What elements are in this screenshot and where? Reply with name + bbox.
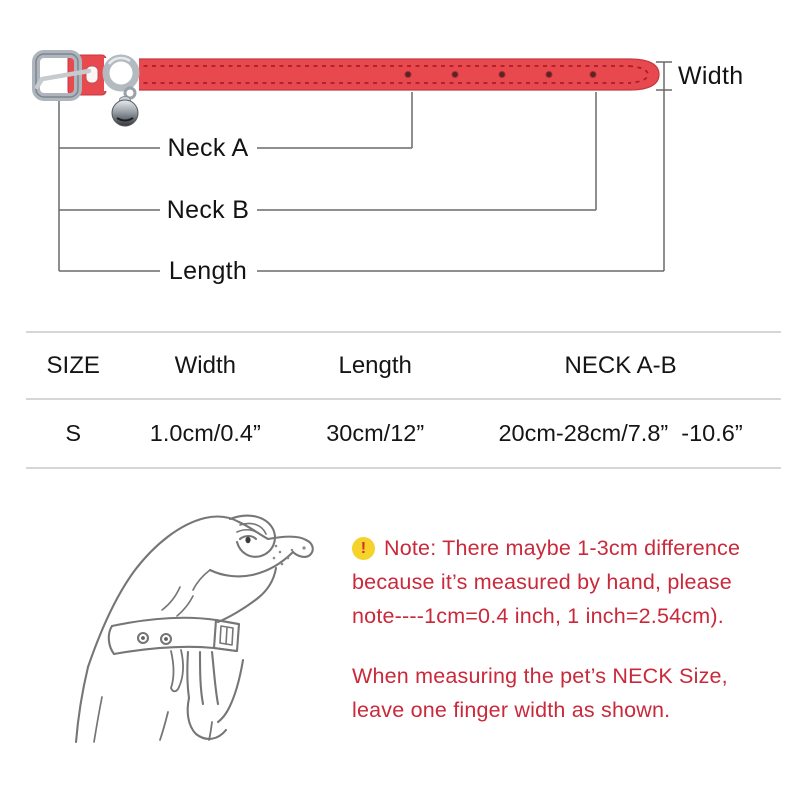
size-table-row bbox=[26, 398, 781, 469]
note-line: because it’s measured by hand, please bbox=[352, 570, 732, 594]
neck-a-label: Neck A bbox=[167, 134, 249, 162]
header-length: Length bbox=[338, 351, 412, 379]
collar-diagram bbox=[0, 0, 800, 300]
sketch-hand bbox=[160, 652, 226, 740]
note-line: note----1cm=0.4 inch, 1 inch=2.54cm). bbox=[352, 604, 724, 628]
size-table-header-row bbox=[26, 333, 781, 398]
bell-icon bbox=[112, 88, 138, 126]
header-width: Width bbox=[174, 351, 236, 379]
header-neck: NECK A-B bbox=[564, 351, 677, 379]
buckle-icon bbox=[36, 54, 106, 97]
note-line: leave one finger width as shown. bbox=[352, 698, 671, 722]
note-line bbox=[352, 531, 788, 565]
cell-width: 1.0cm/0.4” bbox=[149, 420, 261, 446]
size-table bbox=[26, 331, 781, 469]
warning-icon: ! bbox=[352, 537, 375, 560]
length-label: Length bbox=[168, 257, 248, 285]
cell-neck: 20cm-28cm/7.8” -10.6” bbox=[498, 420, 743, 446]
collar-strap bbox=[96, 59, 659, 90]
d-ring-icon bbox=[104, 58, 139, 91]
note-text: Note: There maybe 1-3cm difference bbox=[384, 536, 741, 560]
width-label: Width bbox=[678, 62, 744, 90]
note-block bbox=[352, 531, 788, 727]
cell-length: 30cm/12” bbox=[326, 420, 425, 446]
cell-size: S bbox=[65, 420, 82, 446]
sketch-collar bbox=[109, 618, 239, 654]
neck-b-label: Neck B bbox=[166, 196, 250, 224]
dog-pupil bbox=[245, 537, 250, 543]
header-size: SIZE bbox=[46, 351, 100, 379]
note-line: When measuring the pet’s NECK Size, bbox=[352, 664, 728, 688]
measurement-lines bbox=[59, 62, 672, 271]
dog-sketch bbox=[30, 492, 360, 750]
dog-chest bbox=[76, 667, 88, 742]
